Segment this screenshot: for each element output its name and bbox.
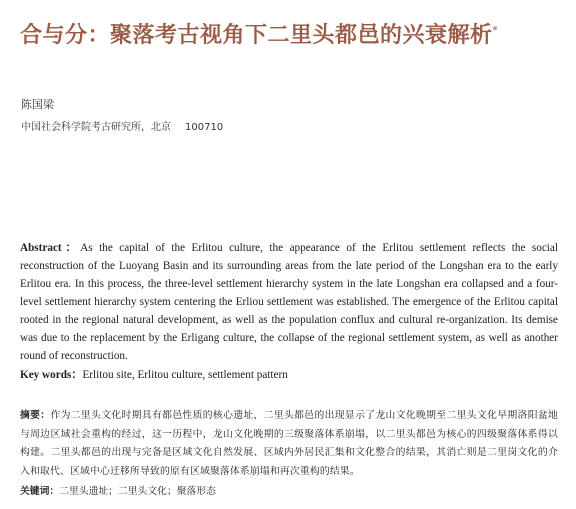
abstract-chinese-label: 摘要： — [20, 410, 51, 421]
abstract-english-text: As the capital of the Erlitou culture, the appearance of the Erlitou settlement reflects the social reconstruction of the Luoyang Basin and its surrounding areas from the late period of the Longshan era to the early Erlitou era. In this process, the three-level settlement hierarchy system in the late Longshan era collapsed and a four-level settlement hierarchy system centering the Erliou settlement was established. The emergence of the Erlitou capital rooted in the regional natural development, as well as the population conflux and cultural re-organization. Its demise was due to the replacement by the Erligang culture, the collapse of the regional settlement system, as well as another round of reconstruction. — [20, 242, 558, 362]
abstract-chinese — [20, 407, 558, 481]
keywords-chinese-text: 二里头遗址；二里头文化；聚落形态 — [59, 486, 216, 497]
keywords-chinese — [20, 483, 216, 497]
title-footnote-marker: * — [492, 25, 499, 37]
abstract-english-label: Abstract： — [20, 242, 81, 254]
author-affiliation — [21, 118, 223, 133]
paper-title-text: 合与分：聚落考古视角下二里头都邑的兴衰解析 — [20, 22, 493, 48]
keywords-chinese-label: 关键词： — [20, 486, 60, 497]
author-name: 陈国梁 — [21, 98, 54, 111]
keywords-english-label: Key words： — [20, 369, 83, 381]
paper-title — [20, 18, 498, 49]
keywords-english — [20, 366, 288, 382]
affiliation-text: 中国社会科学院考古研究所，北京 — [21, 122, 171, 133]
abstract-english — [20, 239, 558, 365]
postcode: 100710 — [185, 122, 224, 133]
abstract-chinese-text: 作为二里头文化时期具有都邑性质的核心遗址，二里头都邑的出现显示了龙山文化晚期至二里头文化早期洛阳盆地与周边区域社会重构的经过，这一历程中，龙山文化晚期的三级聚落体系崩塌，以二里头都邑为核心的四级聚落体系得以构建。二里头都邑的出现与完备是区域文化自然发展、区域内外居民汇集和文化整合的结果，其消亡则是二里岗文化的介入和取代、区域中心迁移所导致的原有区域聚落体系崩塌和再次重构的结果。 — [20, 410, 558, 477]
keywords-english-text: Erlitou site, Erlitou culture, settlement pattern — [82, 369, 288, 381]
